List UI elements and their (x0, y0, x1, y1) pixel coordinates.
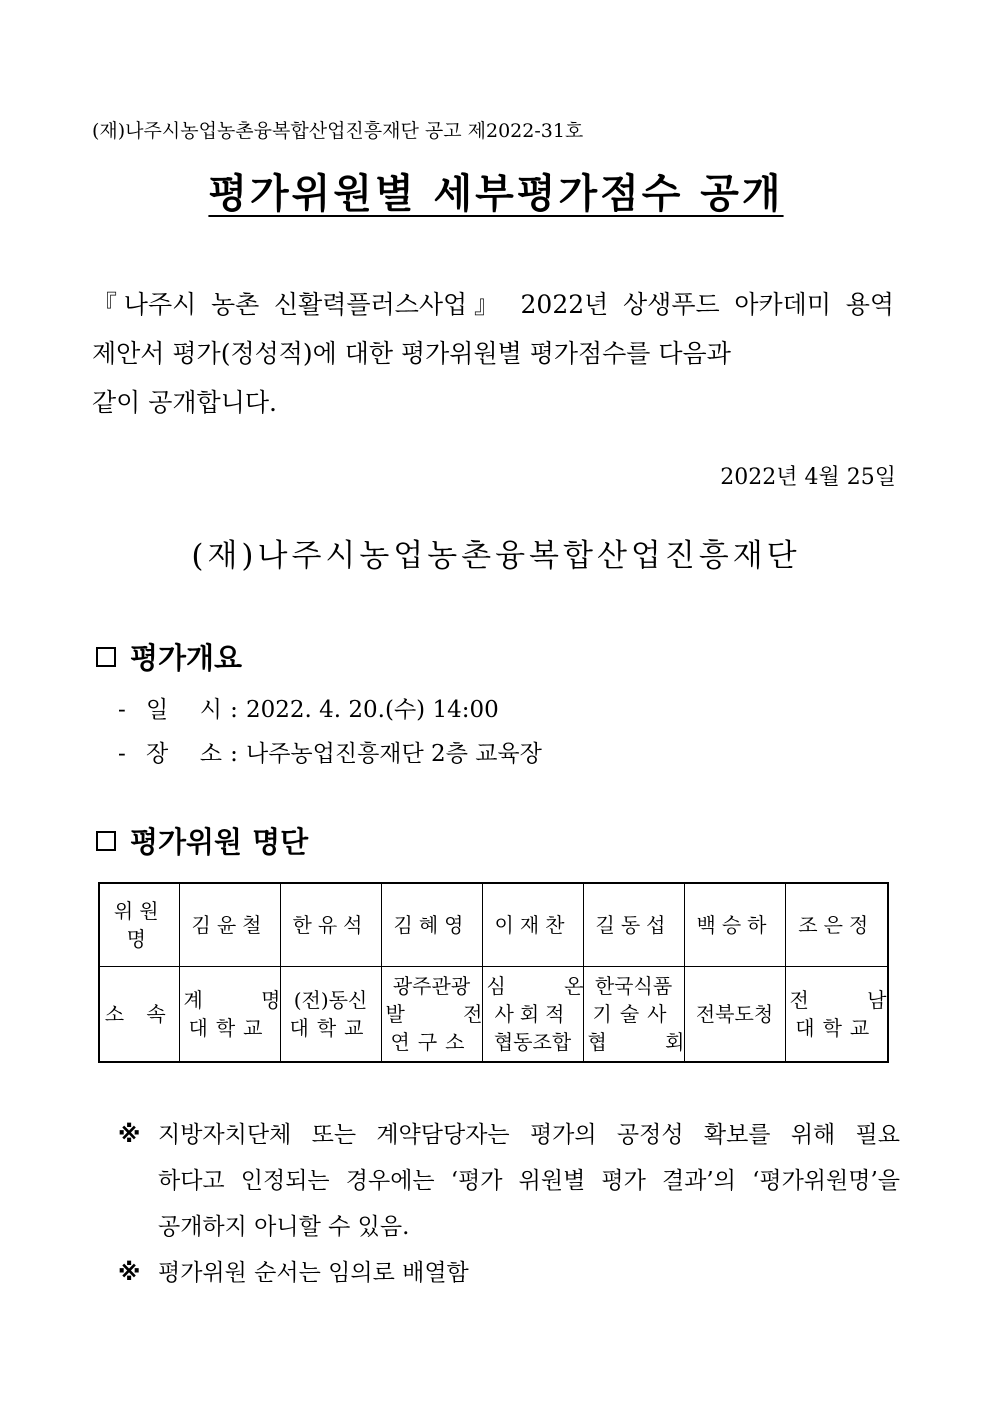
member-affiliation (785, 967, 913, 1063)
affiliation-line: 전북도청 (695, 1002, 774, 1026)
row-header-affiliation: 소 속 (99, 967, 179, 1063)
member-affiliation (583, 967, 711, 1063)
reference-mark-icon: ※ (118, 1122, 141, 1148)
member-name: 김혜영 (381, 883, 482, 967)
members-section-heading (96, 820, 308, 861)
organization-name: (재)나주시농업농촌융복합산업진흥재단 (191, 538, 801, 574)
square-bullet-icon (96, 831, 116, 851)
label-char: 일 (146, 697, 169, 723)
affiliation-line: 심 온 (486, 974, 610, 998)
affiliation-line: 협동조합 (493, 1030, 572, 1054)
committee-members-table (98, 882, 913, 1063)
member-name: 이재찬 (482, 883, 583, 967)
overview-item-value: 나주농업진흥재단 2층 교육장 (246, 741, 542, 767)
overview-item-value: 2022. 4. 20.(수) 14:00 (246, 697, 499, 723)
paragraph-line: 같이 공개합니다. (92, 388, 277, 417)
colon: : (230, 741, 238, 767)
affiliation-line: 기술사 (592, 1002, 675, 1026)
member-name: 조은정 (785, 883, 888, 967)
table-row-affiliations (99, 967, 888, 1063)
note-item (118, 1112, 900, 1250)
page-title-text: 평가위원별 세부평가점수 공개 (208, 171, 784, 217)
note-text (158, 1250, 900, 1296)
member-name: 백승하 (684, 883, 785, 967)
affiliation-line: 협 회 (587, 1030, 711, 1054)
affiliation-line: 대학교 (289, 1016, 372, 1040)
overview-section-heading (96, 636, 242, 677)
member-name: 한유석 (280, 883, 381, 967)
overview-item-label (146, 688, 222, 732)
paragraph-line: 『나주시 농촌 신활력플러스사업』 2022년 상생푸드 아카데미 용역 (92, 290, 894, 319)
overview-item-label (146, 732, 222, 776)
overview-item-location (118, 732, 542, 776)
overview-item-datetime (118, 688, 542, 732)
affiliation-line: 사회적 (494, 1002, 571, 1026)
note-line: 지방자치단체 또는 계약담당자는 평가의 공정성 확보를 위해 필요 (158, 1122, 900, 1148)
publication-date: 2022년 4월 25일 (720, 465, 896, 490)
paragraph-line: 제안서 평가(정성적)에 대한 평가위원별 평가점수를 다음과 (92, 339, 731, 368)
label-char: 장 (146, 741, 169, 767)
colon: : (230, 697, 238, 723)
member-affiliation (482, 967, 610, 1063)
table-row-names (99, 883, 888, 967)
overview-heading-text: 평가개요 (130, 641, 243, 675)
member-affiliation (280, 967, 381, 1063)
member-affiliation (381, 967, 509, 1063)
note-item (118, 1250, 900, 1296)
affiliation-line: 연구소 (390, 1030, 473, 1054)
dash-bullet: - (118, 697, 126, 723)
affiliation-line: 계 명 (183, 988, 307, 1012)
members-heading-text: 평가위원 명단 (130, 825, 309, 859)
notice-number: (재)나주시농업농촌융복합산업진흥재단 공고 제2022-31호 (92, 120, 584, 142)
announcement-paragraph (92, 280, 900, 427)
label-char: 시 (199, 697, 222, 723)
affiliation-line: 대학교 (188, 1016, 271, 1040)
dash-bullet: - (118, 741, 126, 767)
overview-list (118, 688, 542, 776)
note-line: 평가위원 순서는 임의로 배열함 (158, 1260, 469, 1286)
affiliation-line: 한국식품 (594, 974, 673, 998)
square-bullet-icon (96, 647, 116, 667)
member-affiliation (179, 967, 307, 1063)
member-name: 김윤철 (179, 883, 280, 967)
row-header-name: 위원명 (99, 883, 179, 967)
affiliation-line: (전)동신 (293, 988, 368, 1012)
page-title (0, 162, 992, 219)
note-line: 하다고 인정되는 경우에는 ‘평가 위원별 평가 결과’의 ‘평가위원명’을 (158, 1168, 900, 1194)
note-line: 공개하지 아니할 수 있음. (158, 1214, 410, 1240)
notes-section (118, 1112, 900, 1296)
affiliation-line: 전 남 (789, 988, 913, 1012)
affiliation-line: 광주관광 (392, 974, 471, 998)
label-char: 소 (199, 741, 222, 767)
affiliation-line: 대학교 (795, 1016, 878, 1040)
member-name: 길동섭 (583, 883, 684, 967)
reference-mark-icon: ※ (118, 1260, 141, 1286)
note-text (158, 1112, 900, 1250)
affiliation-line: 발 전 (385, 1002, 509, 1026)
